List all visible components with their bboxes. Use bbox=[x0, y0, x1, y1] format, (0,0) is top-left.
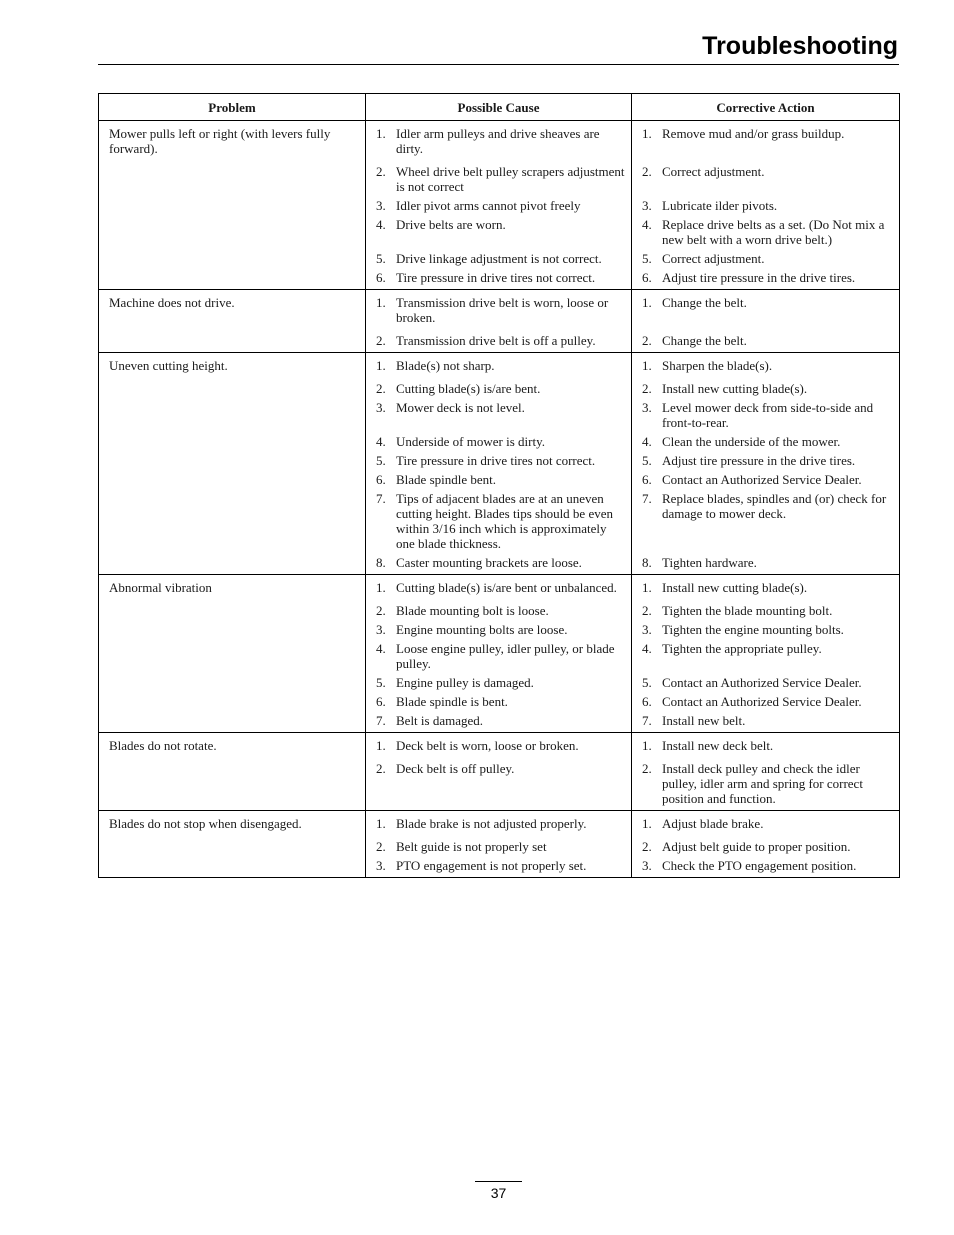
cause-item bbox=[376, 839, 625, 854]
table-row bbox=[99, 121, 900, 290]
item-number: 1. bbox=[642, 358, 652, 373]
cause-text: Blade brake is not adjusted properly. bbox=[396, 816, 587, 831]
item-number: 6. bbox=[376, 270, 386, 285]
item-number: 8. bbox=[376, 555, 386, 570]
problem-cell: Blades do not rotate. bbox=[99, 733, 366, 811]
item-number: 7. bbox=[642, 713, 652, 728]
header-rule bbox=[98, 64, 899, 65]
item-number: 1. bbox=[642, 816, 652, 831]
cause-item bbox=[376, 858, 625, 873]
action-item bbox=[642, 580, 893, 595]
corrective-action-cell bbox=[632, 811, 900, 878]
cause-item bbox=[376, 713, 625, 728]
action-text: Install deck pulley and check the idler pulley, idler arm and spring for correct position and function. bbox=[662, 761, 863, 806]
action-text: Tighten hardware. bbox=[662, 555, 757, 570]
item-number: 8. bbox=[642, 555, 652, 570]
cause-item bbox=[376, 434, 625, 449]
cause-text: Tips of adjacent blades are at an uneven cutting height. Blades tips should be even within 3/16 inch which is approximately one blade thickness. bbox=[396, 491, 613, 551]
action-item bbox=[642, 434, 893, 449]
item-number: 1. bbox=[376, 295, 386, 310]
cause-text: Belt is damaged. bbox=[396, 713, 484, 728]
table-row bbox=[99, 290, 900, 353]
possible-cause-cell bbox=[366, 733, 632, 811]
cause-item bbox=[376, 270, 625, 285]
corrective-action-cell bbox=[632, 290, 900, 353]
cause-item bbox=[376, 761, 625, 806]
action-text: Tighten the blade mounting bolt. bbox=[662, 603, 833, 618]
table-row bbox=[99, 811, 900, 878]
cause-item bbox=[376, 198, 625, 213]
cause-item bbox=[376, 622, 625, 637]
cause-item bbox=[376, 400, 625, 430]
corrective-action-cell bbox=[632, 353, 900, 575]
possible-cause-cell bbox=[366, 811, 632, 878]
item-number: 5. bbox=[376, 251, 386, 266]
item-number: 6. bbox=[376, 694, 386, 709]
item-number: 1. bbox=[642, 738, 652, 753]
item-number: 4. bbox=[376, 434, 386, 449]
action-text: Replace blades, spindles and (or) check for damage to mower deck. bbox=[662, 491, 887, 521]
action-item bbox=[642, 251, 893, 266]
action-text: Correct adjustment. bbox=[662, 251, 765, 266]
item-number: 2. bbox=[376, 333, 386, 348]
item-number: 2. bbox=[376, 603, 386, 618]
cause-text: Cutting blade(s) is/are bent or unbalanced. bbox=[396, 580, 617, 595]
cause-item bbox=[376, 295, 625, 325]
cause-text: Wheel drive belt pulley scrapers adjustment is not correct bbox=[396, 164, 625, 194]
troubleshooting-table bbox=[98, 93, 900, 878]
item-number: 4. bbox=[376, 217, 386, 232]
item-number: 5. bbox=[376, 453, 386, 468]
corrective-action-cell bbox=[632, 733, 900, 811]
corrective-action-cell bbox=[632, 121, 900, 290]
cause-item bbox=[376, 472, 625, 487]
action-item bbox=[642, 295, 893, 325]
item-number: 3. bbox=[376, 858, 386, 873]
action-item bbox=[642, 622, 893, 637]
problem-cell: Uneven cutting height. bbox=[99, 353, 366, 575]
action-item bbox=[642, 858, 893, 873]
cause-text: Blade spindle bent. bbox=[396, 472, 497, 487]
possible-cause-cell bbox=[366, 575, 632, 733]
item-number: 6. bbox=[642, 472, 652, 487]
item-number: 2. bbox=[376, 761, 386, 776]
action-item bbox=[642, 675, 893, 690]
action-text: Correct adjustment. bbox=[662, 164, 765, 179]
cause-text: Blade mounting bolt is loose. bbox=[396, 603, 549, 618]
column-header-corrective-action: Corrective Action bbox=[632, 94, 900, 121]
item-number: 4. bbox=[642, 641, 652, 656]
item-number: 3. bbox=[642, 198, 652, 213]
item-number: 3. bbox=[642, 400, 652, 415]
item-number: 5. bbox=[642, 453, 652, 468]
action-text: Adjust belt guide to proper position. bbox=[662, 839, 851, 854]
action-item bbox=[642, 641, 893, 671]
action-text: Adjust blade brake. bbox=[662, 816, 764, 831]
cause-item bbox=[376, 738, 625, 753]
action-item bbox=[642, 491, 893, 551]
cause-item bbox=[376, 453, 625, 468]
possible-cause-cell bbox=[366, 290, 632, 353]
possible-cause-cell bbox=[366, 353, 632, 575]
item-number: 3. bbox=[642, 622, 652, 637]
item-number: 3. bbox=[376, 400, 386, 415]
cause-text: Caster mounting brackets are loose. bbox=[396, 555, 582, 570]
item-number: 1. bbox=[376, 738, 386, 753]
cause-text: Mower deck is not level. bbox=[396, 400, 525, 415]
item-number: 3. bbox=[642, 858, 652, 873]
item-number: 6. bbox=[642, 694, 652, 709]
action-text: Adjust tire pressure in the drive tires. bbox=[662, 270, 856, 285]
problem-cell: Machine does not drive. bbox=[99, 290, 366, 353]
action-item bbox=[642, 381, 893, 396]
cause-text: Blade spindle is bent. bbox=[396, 694, 508, 709]
cause-item bbox=[376, 333, 625, 348]
cause-text: Loose engine pulley, idler pulley, or blade pulley. bbox=[396, 641, 615, 671]
cause-item bbox=[376, 580, 625, 595]
cause-text: Engine mounting bolts are loose. bbox=[396, 622, 568, 637]
cause-text: Idler pivot arms cannot pivot freely bbox=[396, 198, 581, 213]
cause-text: Belt guide is not properly set bbox=[396, 839, 547, 854]
cause-text: Idler arm pulleys and drive sheaves are dirty. bbox=[396, 126, 600, 156]
action-text: Install new cutting blade(s). bbox=[662, 580, 808, 595]
cause-item bbox=[376, 164, 625, 194]
item-number: 1. bbox=[642, 126, 652, 141]
cause-text: Tire pressure in drive tires not correct. bbox=[396, 270, 596, 285]
problem-cell: Blades do not stop when disengaged. bbox=[99, 811, 366, 878]
item-number: 6. bbox=[642, 270, 652, 285]
cause-text: Transmission drive belt is worn, loose or broken. bbox=[396, 295, 609, 325]
item-number: 2. bbox=[376, 164, 386, 179]
action-text: Contact an Authorized Service Dealer. bbox=[662, 472, 862, 487]
action-text: Contact an Authorized Service Dealer. bbox=[662, 675, 862, 690]
action-item bbox=[642, 816, 893, 831]
action-item bbox=[642, 198, 893, 213]
action-text: Tighten the engine mounting bolts. bbox=[662, 622, 844, 637]
item-number: 5. bbox=[376, 675, 386, 690]
action-item bbox=[642, 400, 893, 430]
cause-item bbox=[376, 816, 625, 831]
cause-text: Cutting blade(s) is/are bent. bbox=[396, 381, 541, 396]
item-number: 7. bbox=[642, 491, 652, 506]
action-item bbox=[642, 694, 893, 709]
action-item bbox=[642, 270, 893, 285]
cause-item bbox=[376, 251, 625, 266]
action-item bbox=[642, 839, 893, 854]
item-number: 4. bbox=[642, 217, 652, 232]
cause-text: PTO engagement is not properly set. bbox=[396, 858, 587, 873]
action-item bbox=[642, 603, 893, 618]
item-number: 7. bbox=[376, 713, 386, 728]
column-header-problem: Problem bbox=[99, 94, 366, 121]
cause-item bbox=[376, 381, 625, 396]
action-text: Adjust tire pressure in the drive tires. bbox=[662, 453, 856, 468]
action-item bbox=[642, 738, 893, 753]
action-text: Change the belt. bbox=[662, 333, 747, 348]
action-text: Replace drive belts as a set. (Do Not mix a new belt with a worn drive belt.) bbox=[662, 217, 885, 247]
item-number: 2. bbox=[642, 381, 652, 396]
cause-text: Deck belt is worn, loose or broken. bbox=[396, 738, 579, 753]
action-item bbox=[642, 472, 893, 487]
item-number: 5. bbox=[642, 675, 652, 690]
item-number: 3. bbox=[376, 198, 386, 213]
action-item bbox=[642, 126, 893, 156]
table-row bbox=[99, 733, 900, 811]
action-item bbox=[642, 358, 893, 373]
item-number: 1. bbox=[376, 126, 386, 141]
item-number: 2. bbox=[642, 761, 652, 776]
action-text: Check the PTO engagement position. bbox=[662, 858, 857, 873]
possible-cause-cell bbox=[366, 121, 632, 290]
item-number: 2. bbox=[642, 603, 652, 618]
cause-text: Deck belt is off pulley. bbox=[396, 761, 515, 776]
item-number: 3. bbox=[376, 622, 386, 637]
item-number: 6. bbox=[376, 472, 386, 487]
action-text: Change the belt. bbox=[662, 295, 747, 310]
cause-item bbox=[376, 358, 625, 373]
cause-text: Tire pressure in drive tires not correct. bbox=[396, 453, 596, 468]
problem-cell: Abnormal vibration bbox=[99, 575, 366, 733]
item-number: 7. bbox=[376, 491, 386, 506]
column-header-possible-cause: Possible Cause bbox=[366, 94, 632, 121]
action-text: Lubricate ilder pivots. bbox=[662, 198, 778, 213]
cause-item bbox=[376, 126, 625, 156]
action-text: Contact an Authorized Service Dealer. bbox=[662, 694, 862, 709]
page-title: Troubleshooting bbox=[702, 32, 898, 60]
action-text: Level mower deck from side-to-side and front-to-rear. bbox=[662, 400, 874, 430]
item-number: 1. bbox=[642, 580, 652, 595]
item-number: 2. bbox=[642, 839, 652, 854]
item-number: 2. bbox=[376, 839, 386, 854]
cause-item bbox=[376, 217, 625, 247]
item-number: 1. bbox=[376, 816, 386, 831]
action-item bbox=[642, 333, 893, 348]
table-row bbox=[99, 575, 900, 733]
item-number: 1. bbox=[642, 295, 652, 310]
action-item bbox=[642, 555, 893, 570]
cause-text: Transmission drive belt is off a pulley. bbox=[396, 333, 596, 348]
action-text: Remove mud and/or grass buildup. bbox=[662, 126, 845, 141]
cause-item bbox=[376, 641, 625, 671]
cause-item bbox=[376, 555, 625, 570]
item-number: 1. bbox=[376, 358, 386, 373]
item-number: 4. bbox=[376, 641, 386, 656]
cause-text: Blade(s) not sharp. bbox=[396, 358, 495, 373]
action-text: Install new belt. bbox=[662, 713, 746, 728]
action-text: Install new cutting blade(s). bbox=[662, 381, 808, 396]
action-text: Tighten the appropriate pulley. bbox=[662, 641, 822, 656]
item-number: 5. bbox=[642, 251, 652, 266]
item-number: 1. bbox=[376, 580, 386, 595]
cause-text: Engine pulley is damaged. bbox=[396, 675, 534, 690]
cause-item bbox=[376, 694, 625, 709]
action-item bbox=[642, 164, 893, 194]
action-item bbox=[642, 453, 893, 468]
action-item bbox=[642, 761, 893, 806]
item-number: 2. bbox=[376, 381, 386, 396]
cause-item bbox=[376, 603, 625, 618]
cause-item bbox=[376, 491, 625, 551]
problem-cell: Mower pulls left or right (with levers fully forward). bbox=[99, 121, 366, 290]
action-text: Sharpen the blade(s). bbox=[662, 358, 773, 373]
cause-text: Drive belts are worn. bbox=[396, 217, 506, 232]
action-text: Install new deck belt. bbox=[662, 738, 774, 753]
action-item bbox=[642, 217, 893, 247]
action-text: Clean the underside of the mower. bbox=[662, 434, 841, 449]
item-number: 2. bbox=[642, 164, 652, 179]
item-number: 2. bbox=[642, 333, 652, 348]
cause-item bbox=[376, 675, 625, 690]
action-item bbox=[642, 713, 893, 728]
page-number-rule bbox=[475, 1181, 522, 1182]
corrective-action-cell bbox=[632, 575, 900, 733]
table-row bbox=[99, 353, 900, 575]
table-header-row bbox=[99, 94, 900, 121]
cause-text: Drive linkage adjustment is not correct. bbox=[396, 251, 602, 266]
cause-text: Underside of mower is dirty. bbox=[396, 434, 545, 449]
page-number: 37 bbox=[490, 1185, 507, 1201]
item-number: 4. bbox=[642, 434, 652, 449]
